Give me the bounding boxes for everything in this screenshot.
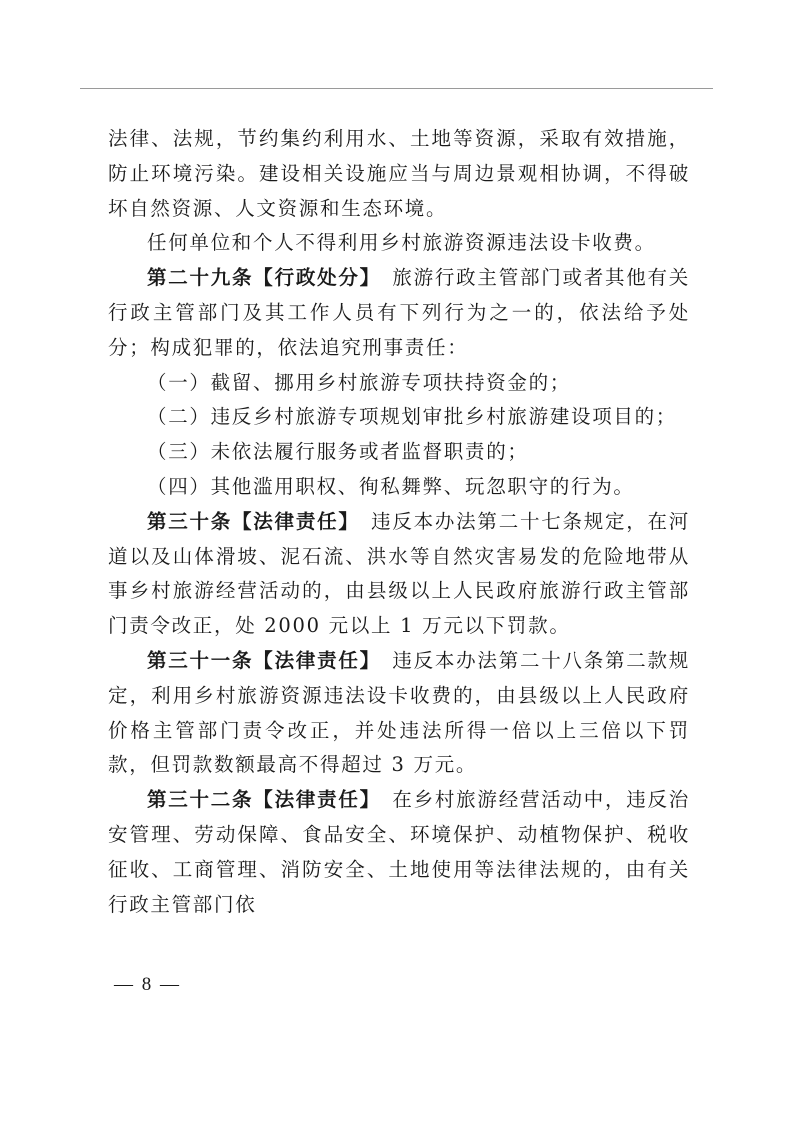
- article-29-item-2: （二）违反乡村旅游专项规划审批乡村旅游建设项目的；: [147, 405, 678, 429]
- article-29-item-3: （三）未依法履行服务或者监督职责的；: [147, 440, 529, 464]
- article-31: [108, 644, 690, 783]
- article-29-text: 旅游行政主管部门或者其他有关行政主管部门及其工作人员有下列行为之一的，依法给予处分；构成犯罪的，依法追究刑事责任：: [108, 266, 690, 359]
- article-31-heading: 第三十一条【法律责任】: [147, 648, 372, 672]
- article-29: [108, 261, 690, 365]
- paragraph-no-fees: 任何单位和个人不得利用乡村旅游资源违法设卡收费。: [147, 231, 656, 255]
- article-29-heading: 第二十九条【行政处分】: [147, 266, 372, 290]
- article-29-item-4: （四）其他滥用职权、徇私舞弊、玩忽职守的行为。: [147, 474, 635, 498]
- article-29-item-1: （一）截留、挪用乡村旅游专项扶持资金的；: [147, 370, 572, 394]
- header-rule: [80, 88, 713, 89]
- paragraph-continued: 法律、法规，节约集约利用水、土地等资源，采取有效措施，防止环境污染。建设相关设施应当与周边景观相协调，不得破坏自然资源、人文资源和生态环境。: [108, 127, 690, 220]
- article-32-heading: 第三十二条【法律责任】: [147, 788, 372, 812]
- article-32: [108, 783, 690, 922]
- article-30-heading: 第三十条【法律责任】: [147, 509, 350, 533]
- document-body: [108, 122, 690, 922]
- page-number: — 8 —: [114, 974, 181, 995]
- article-31-text: 违反本办法第二十八条第二款规定，利用乡村旅游资源违法设卡收费的，由县级以上人民政府价格主管部门责令改正，并处违法所得一倍以上三倍以下罚款，但罚款数额最高不得超过 3 万元。: [108, 648, 690, 777]
- article-32-text: 在乡村旅游经营活动中，违反治安管理、劳动保障、食品安全、环境保护、动植物保护、税收征收、工商管理、消防安全、土地使用等法律法规的，由有关行政主管部门依: [108, 788, 690, 916]
- article-30-text: 违反本办法第二十七条规定，在河道以及山体滑坡、泥石流、洪水等自然灾害易发的危险地带从事乡村旅游经营活动的，由县级以上人民政府旅游行政主管部门责令改正，处 2000 元以上 1 万元以下罚款。: [108, 509, 690, 638]
- article-30: [108, 505, 690, 644]
